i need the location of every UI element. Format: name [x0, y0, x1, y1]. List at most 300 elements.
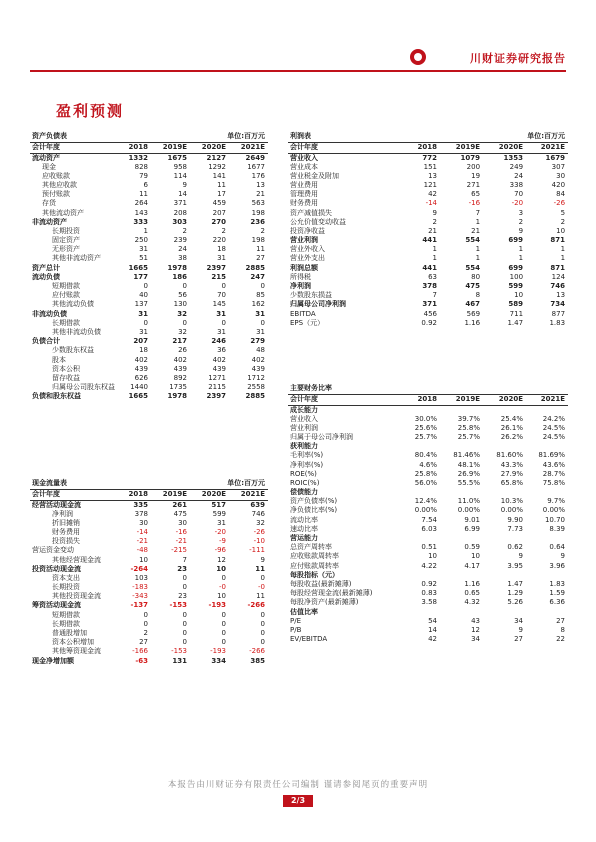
table-cell: 176	[251, 171, 266, 180]
table-cell	[398, 571, 440, 580]
bs-unit: 单位:百万元	[190, 131, 268, 142]
row-label: 其他应收款	[42, 180, 77, 189]
table-cell	[440, 405, 483, 415]
table-cell: 599	[212, 509, 227, 518]
table-cell: 7	[432, 291, 437, 300]
table-cell: 371	[422, 300, 437, 309]
table-cell: 1.29	[507, 589, 523, 598]
table-cell: 43	[471, 616, 480, 625]
table-cell: 6.03	[421, 524, 437, 533]
income-statement-table	[288, 131, 568, 328]
table-cell: -0	[219, 583, 227, 592]
table-cell: 402	[134, 355, 148, 364]
table-row	[288, 415, 568, 424]
table-row	[30, 583, 268, 592]
row-label: ROIC(%)	[290, 478, 320, 487]
table-cell: 3.96	[549, 561, 566, 570]
table-cell: 2397	[206, 392, 227, 401]
table-cell: 34	[514, 616, 523, 625]
table-cell: 270	[211, 217, 227, 226]
table-row	[30, 208, 268, 217]
table-cell: 80	[471, 272, 481, 281]
table-row	[30, 163, 268, 172]
table-cell: 42	[428, 190, 437, 199]
table-cell: 12.4%	[414, 497, 437, 506]
table-cell: 563	[251, 199, 266, 208]
column-header: 2019E	[440, 142, 483, 153]
table-cell: 42	[428, 635, 437, 644]
table-cell: 1	[432, 254, 437, 263]
table-row	[288, 208, 568, 217]
table-row	[288, 552, 568, 561]
table-cell: 1679	[545, 153, 566, 162]
row-label: 非流动负债	[32, 309, 67, 318]
table-cell: 0.00%	[457, 506, 480, 515]
table-cell: 746	[251, 509, 266, 518]
table-cell	[526, 442, 568, 451]
table-row	[288, 525, 568, 534]
row-label: 长期投资	[52, 583, 80, 592]
table-cell: 249	[509, 162, 524, 171]
table-cell: 9	[560, 552, 566, 561]
row-label: 营业利润	[290, 423, 318, 432]
table-cell: 9	[260, 555, 266, 564]
table-row	[288, 254, 568, 263]
table-cell: 0.00%	[542, 506, 566, 515]
table-row	[30, 190, 268, 199]
table-cell: 2	[518, 217, 524, 226]
row-label: P/E	[290, 616, 302, 625]
table-cell: 772	[422, 153, 437, 162]
column-header: 2020E	[483, 394, 526, 405]
table-cell: 48.1%	[457, 460, 480, 469]
table-cell: 8.39	[549, 524, 566, 533]
table-cell: 25.8%	[414, 469, 437, 478]
table-cell: 0	[260, 318, 266, 327]
table-cell: 24	[514, 171, 524, 180]
table-row	[30, 199, 268, 208]
row-label: P/B	[290, 625, 302, 634]
table-cell: 0	[182, 573, 188, 582]
row-label: 资本公积	[52, 364, 80, 373]
table-cell: 378	[422, 282, 437, 291]
table-cell	[440, 488, 483, 497]
table-cell: 22	[556, 635, 566, 644]
table-cell: 0.92	[421, 318, 437, 327]
column-header: 2018	[116, 489, 151, 500]
table-cell	[526, 405, 568, 415]
column-header: 2021E	[526, 394, 568, 405]
table-row	[288, 190, 568, 199]
row-label: 归属母公司净利润	[290, 300, 346, 309]
row-label: 非流动资产	[32, 217, 67, 226]
table-cell: 31	[217, 518, 227, 527]
column-header: 2019E	[151, 489, 190, 500]
table-cell: 1.47	[507, 318, 524, 327]
row-label: 营业利润	[290, 236, 318, 245]
row-label: 其他非流动资产	[52, 254, 101, 263]
table-row	[288, 442, 568, 451]
table-cell: 0	[221, 629, 227, 638]
table-cell: 0.59	[464, 543, 480, 552]
table-cell: 70	[514, 190, 524, 199]
table-row	[30, 528, 268, 537]
table-cell: 6	[143, 180, 148, 189]
table-row	[30, 254, 268, 263]
row-label: 总资产周转率	[290, 543, 332, 552]
table-cell: 1712	[247, 373, 266, 382]
row-label: 其他流动资产	[42, 208, 84, 217]
table-cell: 31	[255, 309, 266, 318]
table-cell: 7	[182, 555, 188, 564]
table-cell: 40	[139, 291, 148, 300]
is-caption: 利润表	[288, 131, 483, 142]
row-label: 财务费用	[52, 527, 80, 536]
table-cell: 55.5%	[457, 478, 480, 487]
table-cell: 38	[178, 254, 188, 263]
table-cell: 186	[172, 272, 188, 281]
row-label: 普通股增加	[52, 629, 87, 638]
table-cell: 75.8%	[542, 478, 566, 487]
table-cell: -21	[136, 537, 148, 546]
row-label: 每股指标（元）	[290, 570, 339, 579]
table-cell: 10	[139, 555, 148, 564]
table-cell: 24.2%	[542, 414, 566, 423]
row-label: 少数股东损益	[290, 291, 332, 300]
table-row	[288, 571, 568, 580]
table-cell: 24.5%	[542, 432, 566, 441]
row-label: 应付账款周转率	[290, 561, 339, 570]
table-cell: 456	[423, 309, 437, 318]
table-cell: 11.0%	[457, 497, 480, 506]
row-label: 财务费用	[290, 199, 318, 208]
table-cell: 0	[260, 629, 266, 638]
table-cell: 27	[139, 638, 148, 647]
column-header: 2018	[398, 142, 440, 153]
table-cell: 121	[423, 180, 437, 189]
table-row	[30, 328, 268, 337]
table-cell	[440, 607, 483, 616]
column-header: 2020E	[190, 142, 229, 153]
table-cell: 9	[182, 180, 188, 189]
table-cell: 711	[509, 309, 524, 318]
column-header: 会计年度	[30, 142, 116, 153]
row-label: 预付账款	[42, 190, 70, 199]
table-row	[288, 635, 568, 644]
table-row	[30, 510, 268, 519]
row-label: 投资损失	[52, 537, 80, 546]
table-cell: 27.9%	[500, 469, 523, 478]
row-label: 资本公积增加	[52, 638, 94, 647]
table-cell	[483, 405, 526, 415]
table-row	[288, 163, 568, 172]
table-row	[288, 273, 568, 282]
column-header: 2021E	[229, 489, 268, 500]
table-cell: -264	[130, 564, 148, 573]
row-label: 管理费用	[290, 190, 318, 199]
row-label: 长期借款	[52, 619, 80, 628]
table-row	[288, 470, 568, 479]
table-cell: 0	[182, 282, 188, 291]
table-row	[30, 291, 268, 300]
row-label: 无形资产	[52, 245, 80, 254]
table-cell: 2127	[206, 153, 227, 162]
table-cell: 441	[422, 236, 437, 245]
row-label: 资本支出	[52, 573, 80, 582]
table-cell: 1665	[128, 263, 148, 272]
table-cell: 1332	[128, 153, 148, 162]
table-cell: 11	[256, 245, 266, 254]
row-label: 获利能力	[290, 442, 318, 451]
table-cell	[440, 534, 483, 543]
table-cell: 81.46%	[453, 451, 480, 460]
row-label: 投资活动现金流	[32, 564, 81, 573]
table-cell: 402	[212, 355, 227, 364]
table-row	[30, 611, 268, 620]
cf-caption: 现金流量表	[30, 478, 190, 489]
table-row	[288, 172, 568, 181]
table-cell: 10.3%	[500, 497, 523, 506]
row-label: 长期借款	[52, 318, 80, 327]
table-cell: 1978	[167, 263, 188, 272]
table-cell: 70	[217, 291, 227, 300]
table-cell: 13	[256, 180, 266, 189]
table-row	[288, 181, 568, 190]
table-cell: 177	[133, 272, 148, 281]
table-cell: 0	[143, 619, 148, 628]
table-cell: -20	[214, 527, 227, 536]
table-cell: 0.83	[421, 589, 437, 598]
table-row	[288, 589, 568, 598]
table-cell	[526, 534, 568, 543]
table-cell: 31	[217, 327, 227, 336]
page-number: 2/3	[283, 795, 313, 807]
table-cell: 0	[221, 619, 227, 628]
table-cell: 1.47	[507, 579, 523, 588]
table-cell: 0	[221, 573, 227, 582]
table-cell: 1.59	[549, 589, 566, 598]
row-label: 短期借款	[52, 610, 80, 619]
table-cell: 334	[211, 656, 227, 665]
row-label: 营业收入	[290, 414, 318, 423]
table-row	[30, 273, 268, 282]
table-row	[30, 172, 268, 181]
table-cell	[483, 571, 526, 580]
table-cell: 4.22	[421, 561, 437, 570]
column-header: 2019E	[151, 142, 190, 153]
table-cell: 65	[471, 190, 481, 199]
table-cell: 871	[550, 263, 566, 272]
table-cell: 475	[465, 282, 481, 291]
table-cell: 0	[260, 610, 266, 619]
table-cell: 100	[509, 272, 524, 281]
table-row	[288, 153, 568, 163]
table-cell: 198	[251, 208, 266, 217]
table-cell: 467	[465, 300, 481, 309]
table-cell: 10	[556, 226, 566, 235]
table-cell: 264	[134, 199, 148, 208]
table-cell: 1	[518, 254, 524, 263]
table-row	[288, 543, 568, 552]
row-label: 营运资金变动	[32, 546, 74, 555]
table-cell: 65.8%	[500, 478, 523, 487]
row-label: 所得税	[290, 272, 311, 281]
table-cell: -343	[132, 592, 148, 601]
table-cell: 12	[217, 555, 227, 564]
page-header	[30, 47, 566, 72]
column-header: 会计年度	[288, 142, 398, 153]
table-cell: -266	[247, 601, 266, 610]
table-cell: 4.6%	[419, 460, 437, 469]
table-cell: 335	[133, 500, 148, 509]
row-label: 每股经营现金流(最新摊薄)	[290, 589, 373, 598]
table-row	[30, 565, 268, 574]
table-cell: 2649	[245, 153, 266, 162]
table-row	[288, 488, 568, 497]
table-cell: 145	[212, 300, 227, 309]
row-label: 归属母公司股东权益	[52, 383, 115, 392]
table-row	[288, 580, 568, 589]
row-label: 估值比率	[290, 607, 318, 616]
table-cell: 1.83	[549, 318, 566, 327]
row-label: 营运能力	[290, 534, 318, 543]
table-cell: 8	[560, 625, 566, 634]
table-cell: 1.16	[464, 579, 480, 588]
table-cell: 27	[556, 616, 566, 625]
row-label: 利润总额	[290, 263, 318, 272]
table-cell: 207	[212, 208, 227, 217]
table-cell: 200	[466, 162, 481, 171]
table-cell: 589	[508, 300, 524, 309]
table-cell: -16	[468, 199, 481, 208]
table-cell: -20	[511, 199, 524, 208]
table-cell: 1079	[460, 153, 481, 162]
table-cell: 0	[143, 610, 148, 619]
table-cell: 10	[428, 552, 437, 561]
row-label: 营业税金及附加	[290, 171, 339, 180]
table-cell: 11	[217, 180, 227, 189]
table-cell: 0	[182, 583, 188, 592]
table-cell	[398, 405, 440, 415]
table-cell: 30	[556, 171, 566, 180]
table-cell: 2885	[245, 392, 266, 401]
table-cell: 1978	[167, 392, 188, 401]
table-cell: 1675	[167, 153, 188, 162]
table-cell: 420	[551, 180, 566, 189]
table-cell: 23	[178, 592, 188, 601]
table-cell: 21	[428, 226, 437, 235]
table-cell: 1677	[247, 162, 266, 171]
table-cell: 39.7%	[457, 414, 480, 423]
table-cell: 43.6%	[542, 460, 566, 469]
table-cell: 12	[471, 625, 480, 634]
table-cell	[483, 607, 526, 616]
table-cell: 2115	[208, 383, 227, 392]
table-cell: 246	[211, 337, 227, 346]
table-cell: -193	[210, 647, 227, 656]
table-cell: 236	[250, 217, 266, 226]
table-cell: 338	[509, 180, 524, 189]
table-cell: 130	[173, 300, 188, 309]
table-cell: 2	[182, 226, 188, 235]
table-cell: 32	[177, 309, 188, 318]
table-row	[288, 433, 568, 442]
table-row	[288, 506, 568, 515]
table-cell: 1	[560, 254, 566, 263]
table-cell: 2	[221, 226, 227, 235]
table-cell: 137	[134, 300, 148, 309]
table-cell: 4.17	[464, 561, 480, 570]
row-label: 营业外收入	[290, 245, 325, 254]
table-row	[30, 546, 268, 555]
table-row	[288, 598, 568, 607]
table-cell: 402	[251, 355, 266, 364]
section-title: 盈利预测	[56, 102, 125, 120]
row-label: 长期投资	[52, 226, 80, 235]
row-label: ROE(%)	[290, 469, 317, 478]
table-cell: -63	[135, 656, 148, 665]
table-cell: -183	[132, 583, 148, 592]
table-cell: 114	[173, 171, 188, 180]
table-cell: 2	[560, 217, 566, 226]
table-cell: -48	[136, 546, 148, 555]
table-cell: 84	[556, 190, 566, 199]
table-cell: 30	[139, 518, 148, 527]
table-cell: 2885	[245, 263, 266, 272]
table-cell: 11	[255, 564, 266, 573]
table-cell: 1	[432, 245, 437, 254]
table-cell: 81.60%	[496, 451, 523, 460]
table-cell: -16	[175, 527, 188, 536]
table-row	[288, 497, 568, 506]
row-label: 资产总计	[32, 263, 60, 272]
table-cell	[398, 534, 440, 543]
table-cell: 85	[256, 291, 266, 300]
table-cell	[483, 442, 526, 451]
table-cell: 18	[139, 346, 148, 355]
table-row	[288, 626, 568, 635]
table-row	[30, 601, 268, 610]
column-header: 2018	[116, 142, 151, 153]
table-cell: 1440	[130, 383, 148, 392]
table-cell: 2558	[247, 383, 266, 392]
table-cell: 0.65	[464, 589, 480, 598]
table-cell: 19	[471, 171, 481, 180]
column-header: 会计年度	[30, 489, 116, 500]
is-unit: 单位:百万元	[483, 131, 568, 142]
table-row	[30, 620, 268, 629]
table-cell: 958	[173, 162, 188, 171]
table-row	[288, 264, 568, 273]
table-cell: 9	[518, 226, 524, 235]
table-cell: 554	[465, 236, 481, 245]
row-label: 负债合计	[32, 337, 60, 346]
cash-flow-table	[30, 478, 268, 666]
row-label: 短期借款	[52, 282, 80, 291]
row-label: 现金	[42, 162, 56, 171]
table-cell: 26.9%	[457, 469, 480, 478]
table-cell: 7.54	[421, 515, 437, 524]
table-cell: -14	[425, 199, 437, 208]
row-label: 应付账款	[52, 291, 80, 300]
table-cell: 51	[139, 254, 148, 263]
table-cell: 9.90	[507, 515, 523, 524]
column-header: 2020E	[190, 489, 229, 500]
table-cell: 17	[217, 190, 227, 199]
table-cell	[526, 571, 568, 580]
table-row	[30, 629, 268, 638]
table-cell: 892	[173, 373, 188, 382]
